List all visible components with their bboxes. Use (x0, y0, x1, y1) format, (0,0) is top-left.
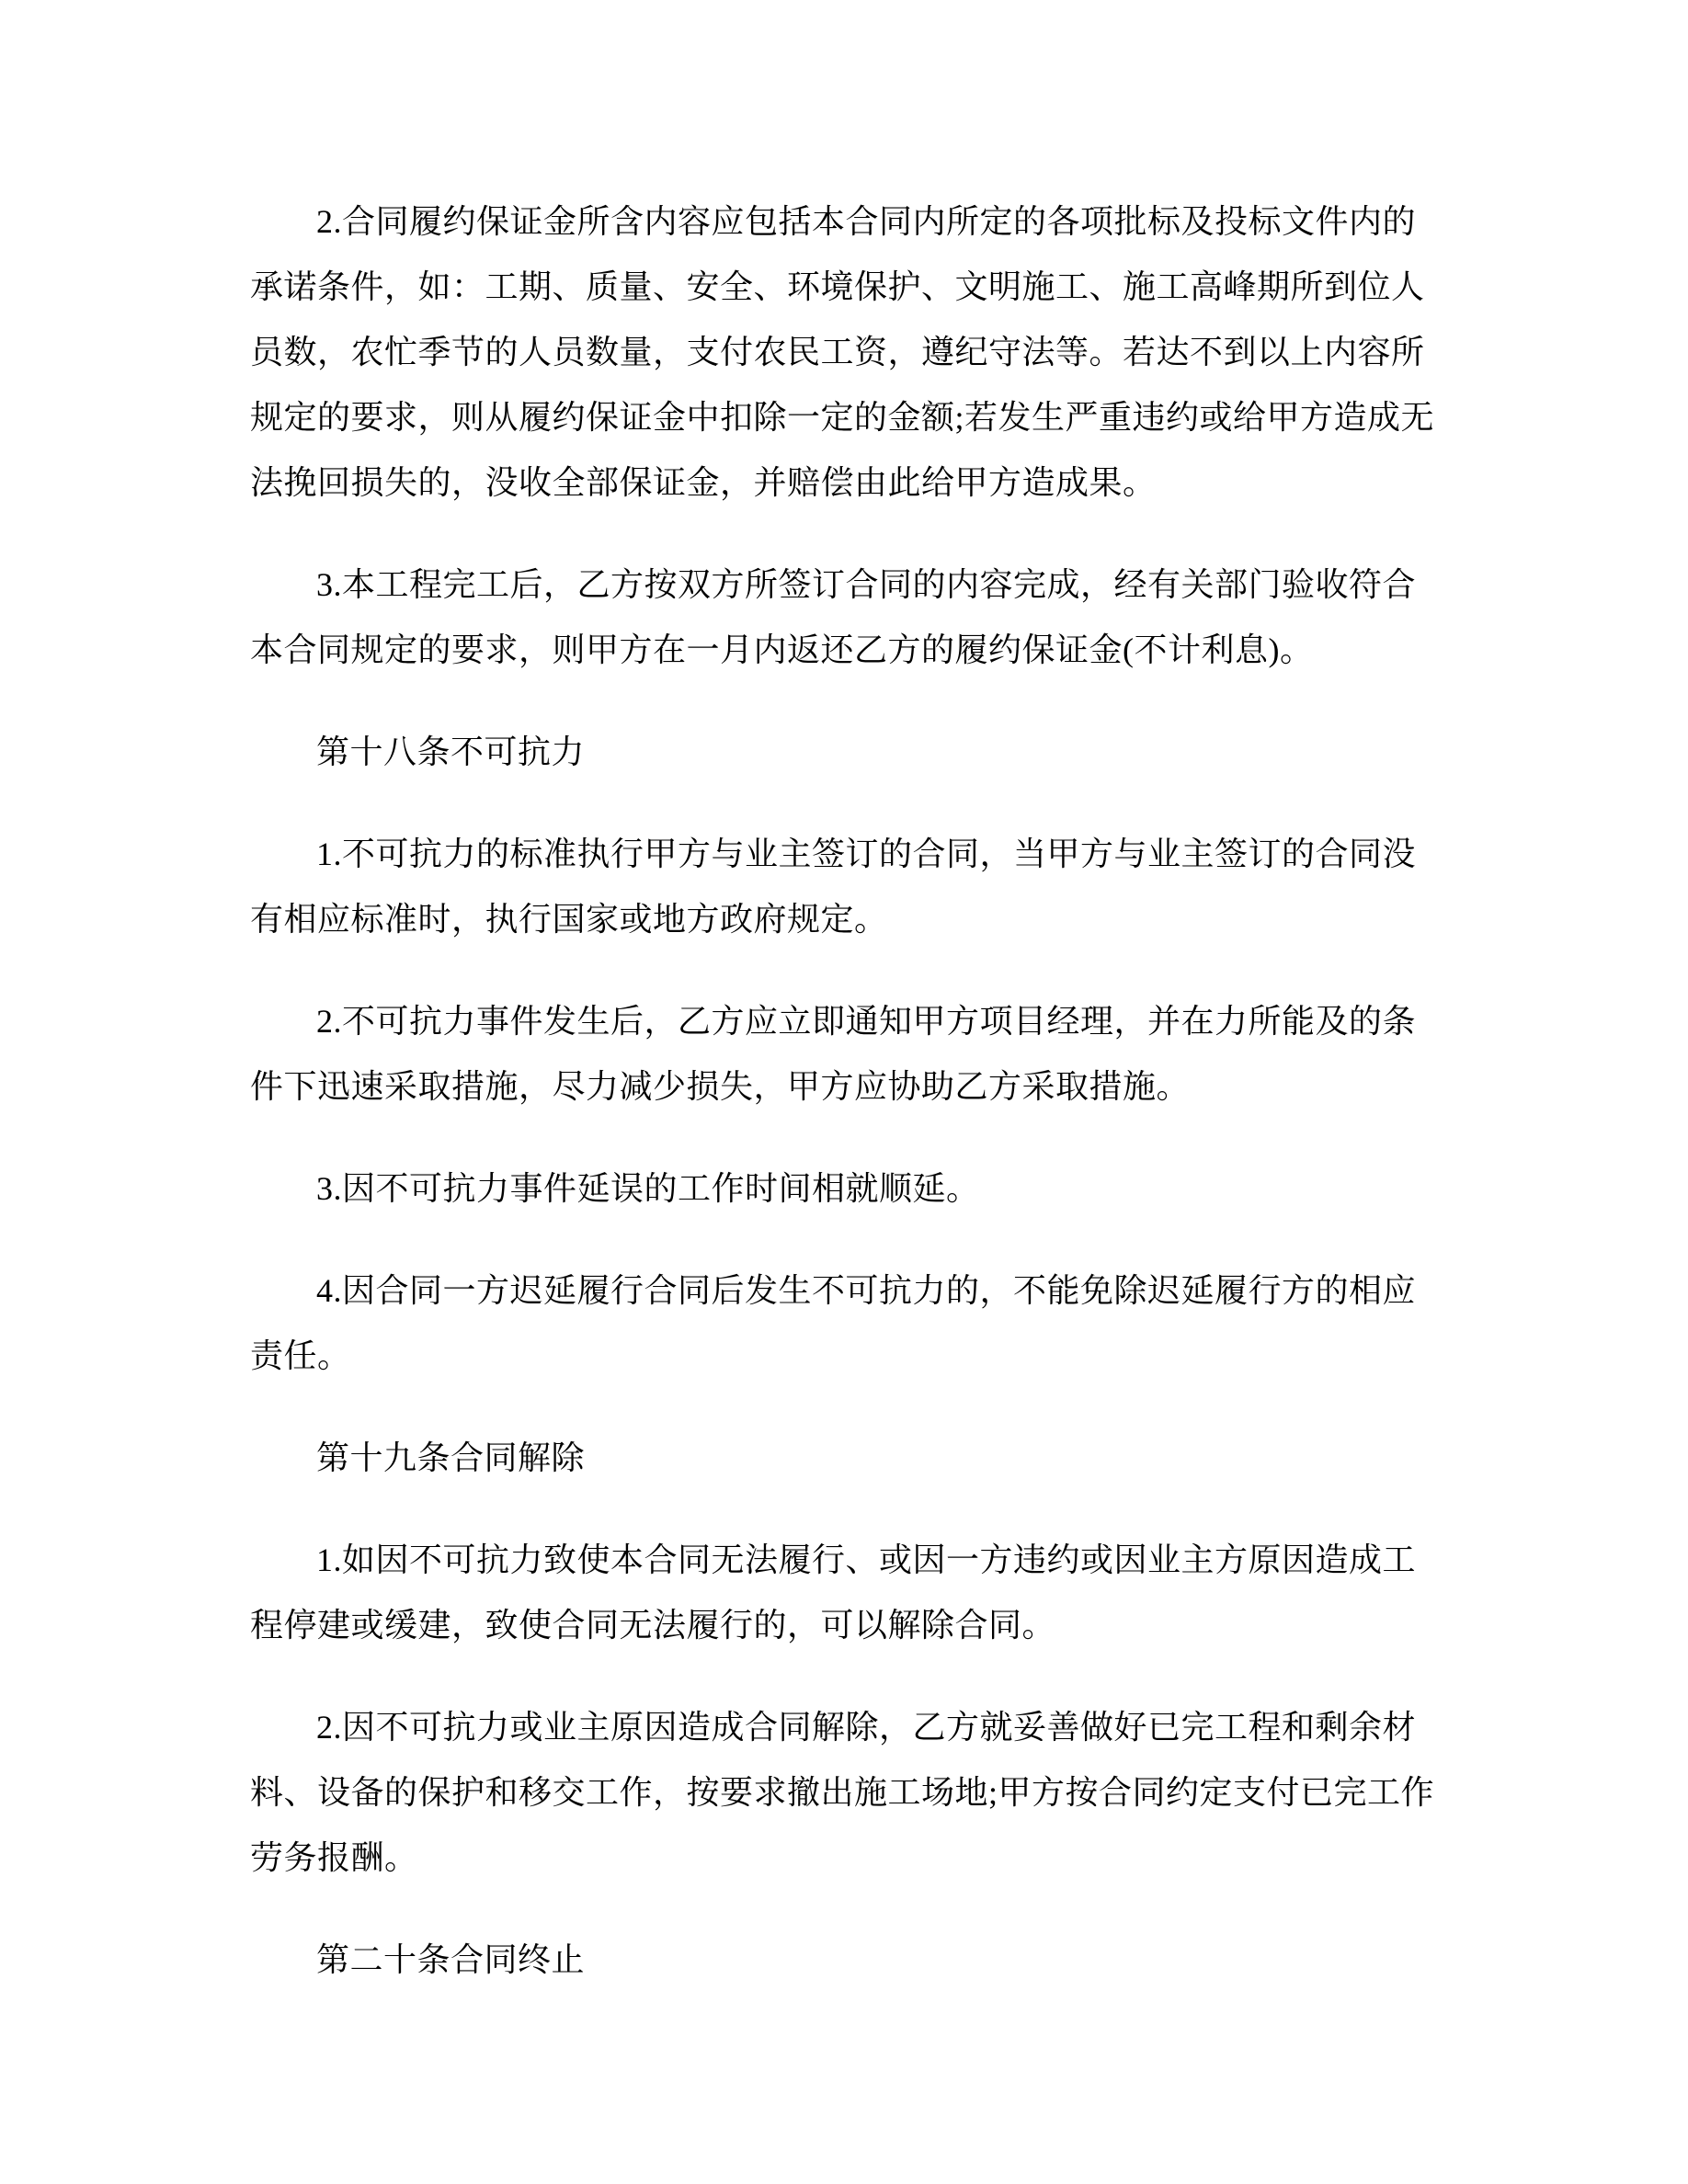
contract-paragraph: 2.不可抗力事件发生后，乙方应立即通知甲方项目经理，并在力所能及的条件下迅速采取措施，尽力减少损失，甲方应协助乙方采取措施。 (250, 1003, 1417, 1105)
contract-paragraph: 1.如因不可抗力致使本合同无法履行、或因一方违约或因业主方原因造成工程停建或缓建，致使合同无法履行的，可以解除合同。 (250, 1541, 1417, 1644)
article-heading-19: 第十九条合同解除 (316, 1439, 586, 1476)
contract-paragraph: 2.合同履约保证金所含内容应包括本合同内所定的各项批标及投标文件内的承诺条件，如：工期、质量、安全、环境保护、文明施工、施工高峰期所到位人员数，农忙季节的人员数量，支付农民工资，遵纪守法等。若达不到以上内容所规定的要求，则从履约保证金中扣除一定的金额;若发生严重违约或给甲方造成无法挽回损失的，没收全部保证金，并赔偿由此给甲方造成果。 (250, 203, 1435, 501)
contract-paragraph: 4.因合同一方迟延履行合同后发生不可抗力的，不能免除迟延履行方的相应责任。 (250, 1272, 1417, 1374)
contract-paragraph: 3.因不可抗力事件延误的工作时间相就顺延。 (316, 1170, 980, 1207)
article-heading-20: 第二十条合同终止 (316, 1941, 586, 1978)
contract-paragraph: 1.不可抗力的标准执行甲方与业主签订的合同，当甲方与业主签订的合同没有相应标准时，执行国家或地方政府规定。 (250, 836, 1417, 938)
article-heading-18: 第十八条不可抗力 (316, 734, 586, 770)
contract-paragraph: 3.本工程完工后，乙方按双方所签订合同的内容完成，经有关部门验收符合本合同规定的要求，则甲方在一月内返还乙方的履约保证金(不计利息)。 (250, 566, 1417, 668)
contract-paragraph: 2.因不可抗力或业主原因造成合同解除，乙方就妥善做好已完工程和剩余材料、设备的保护和移交工作，按要求撤出施工场地;甲方按合同约定支付已完工作劳务报酬。 (250, 1709, 1435, 1876)
